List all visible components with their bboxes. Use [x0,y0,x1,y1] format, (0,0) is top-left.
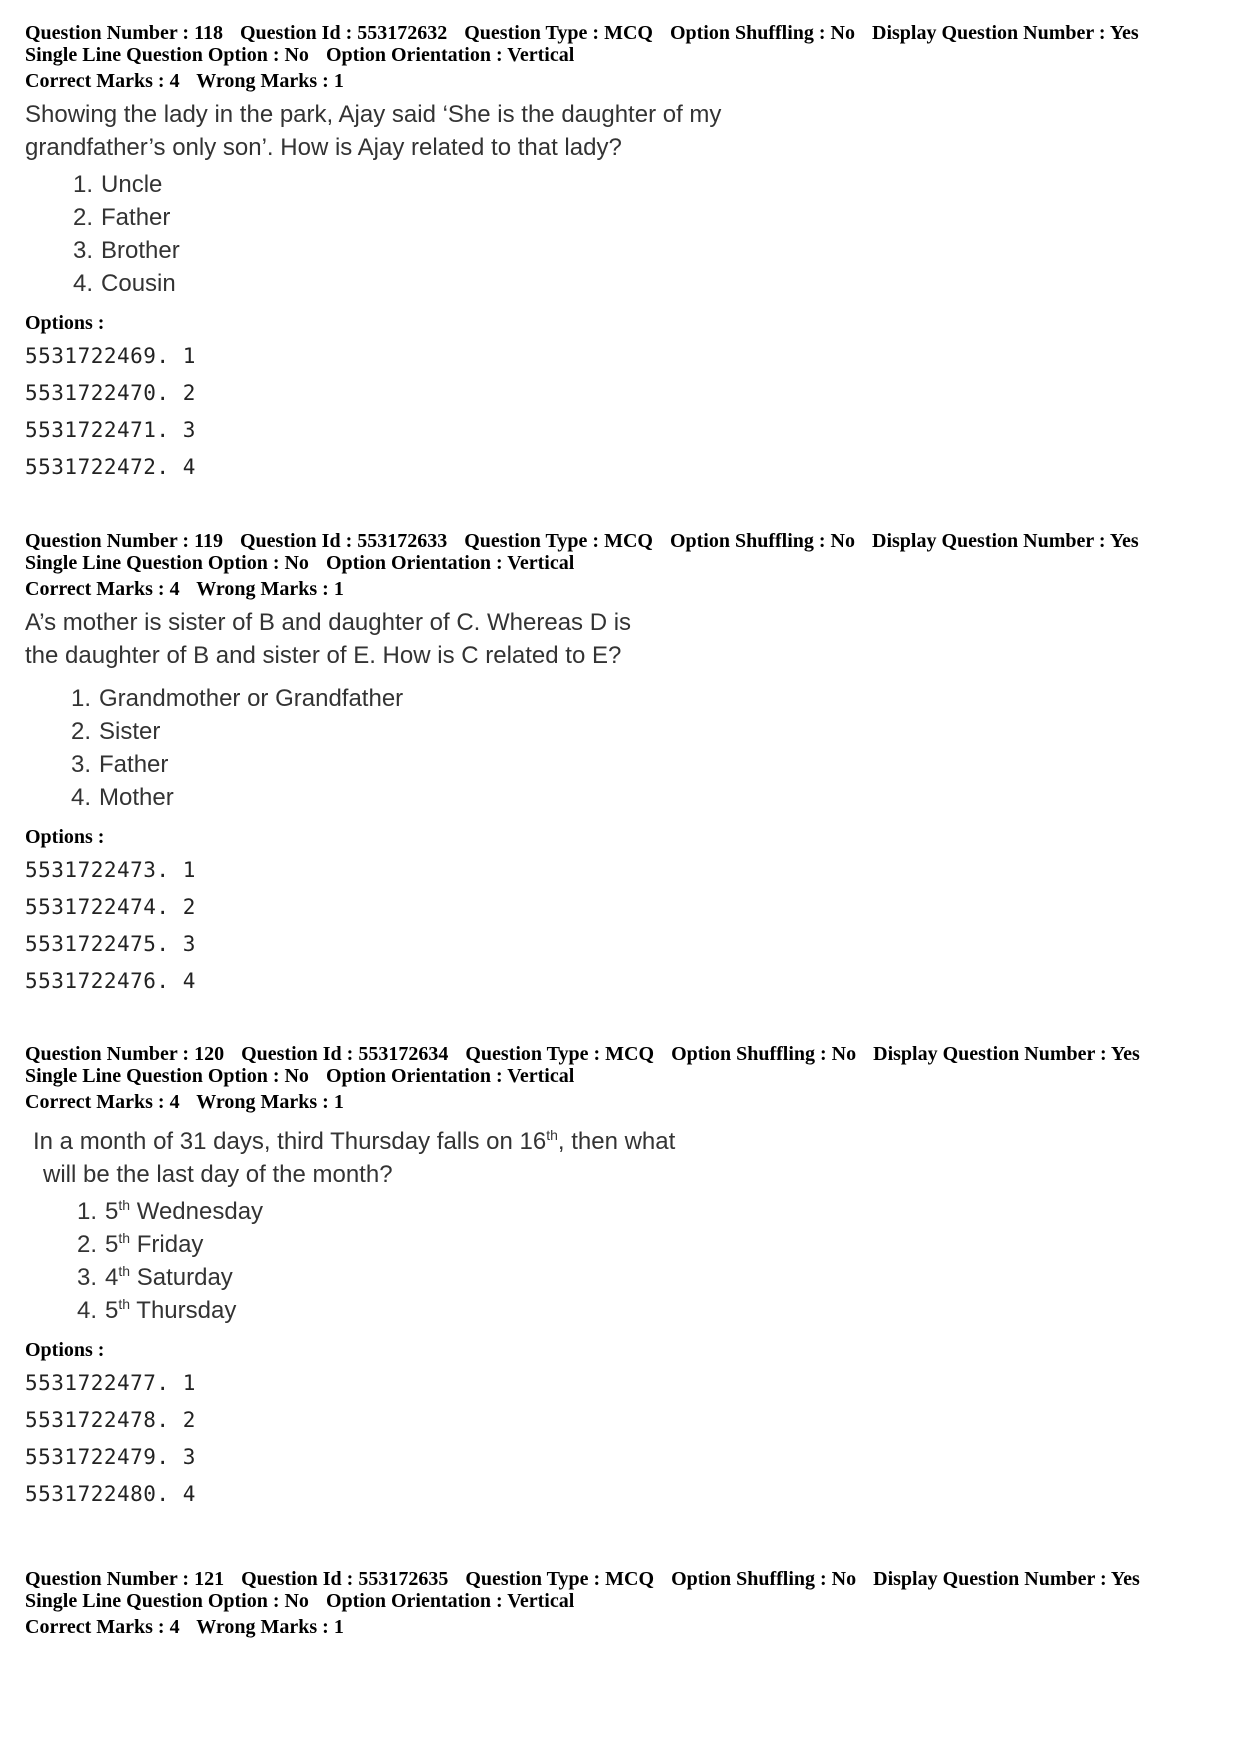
option-id: 5531722472. 4 [25,455,196,479]
choice-number: 3. [77,1264,98,1291]
single-line-question-option: Single Line Question Option : No [25,1590,309,1612]
choice-text: Sister [99,718,161,745]
choice-number: 4. [73,270,94,297]
option-id: 5531722473. 1 [25,858,196,882]
question-meta-line-1 [25,1043,1220,1065]
choice-ordinal: 5 [105,1198,119,1225]
question-block-119 [25,530,1220,1000]
marks-line [25,70,1220,92]
option-id: 5531722471. 3 [25,418,196,442]
option-id: 5531722475. 3 [25,932,196,956]
question-meta-line-2 [25,44,1220,66]
question-number: Question Number : 120 [25,1043,225,1065]
choice-text: Saturday [136,1264,233,1291]
single-line-question-option: Single Line Question Option : No [25,44,309,66]
choice-number: 2. [73,204,94,231]
choice-superscript: th [118,1263,131,1279]
choice-item [71,682,1220,715]
choice-number: 3. [73,237,94,264]
choice-number: 1. [73,171,94,198]
question-content [25,1125,1220,1327]
wrong-marks: Wrong Marks : 1 [196,1616,344,1638]
question-stem-line [33,1125,1220,1158]
question-stem-line: grandfather’s only son’. How is Ajay related to that lady? [25,134,622,161]
choice-item [77,1294,1220,1327]
option-id: 5531722480. 4 [25,1482,196,1506]
option-orientation: Option Orientation : Vertical [325,1590,575,1612]
option-id: 5531722479. 3 [25,1445,196,1469]
choice-item [77,1195,1220,1228]
question-id: Question Id : 553172633 [239,530,448,552]
choice-text: Uncle [101,171,163,198]
correct-marks: Correct Marks : 4 [25,1091,180,1113]
question-meta-line-1 [25,1568,1220,1590]
choice-text: Thursday [136,1297,237,1324]
question-meta-line-1 [25,530,1220,552]
choice-list [33,1195,1220,1327]
wrong-marks: Wrong Marks : 1 [196,70,344,92]
question-meta-line-2 [25,552,1220,574]
choice-text: Grandmother or Grandfather [99,685,404,712]
option-id: 5531722476. 4 [25,969,196,993]
single-line-question-option: Single Line Question Option : No [25,1065,309,1087]
option-shuffling: Option Shuffling : No [671,1568,857,1590]
choice-text: Wednesday [136,1198,264,1225]
question-id: Question Id : 553172632 [239,22,448,44]
option-id-list [25,338,1220,486]
option-orientation: Option Orientation : Vertical [325,44,575,66]
question-block-118 [25,22,1220,486]
wrong-marks: Wrong Marks : 1 [196,1091,344,1113]
option-shuffling: Option Shuffling : No [671,1043,857,1065]
option-id: 5531722474. 2 [25,895,196,919]
choice-item [73,267,1220,300]
display-question-number: Display Question Number : Yes [873,1043,1140,1065]
question-content [25,98,1220,300]
choice-ordinal: 4 [105,1264,119,1291]
choice-number: 4. [71,784,92,811]
choice-number: 2. [71,718,92,745]
choice-text: Brother [101,237,180,264]
question-block-121 [25,1568,1220,1638]
display-question-number: Display Question Number : Yes [872,22,1139,44]
choice-number: 3. [71,751,92,778]
question-number: Question Number : 121 [25,1568,225,1590]
option-orientation: Option Orientation : Vertical [325,1065,575,1087]
question-block-120 [25,1043,1220,1513]
choice-item [73,201,1220,234]
choice-number: 2. [77,1231,98,1258]
question-id: Question Id : 553172634 [241,1043,449,1065]
correct-marks: Correct Marks : 4 [25,1616,180,1638]
option-id-list [25,852,1220,1000]
choice-item [77,1261,1220,1294]
single-line-question-option: Single Line Question Option : No [25,552,309,574]
choice-item [71,781,1220,814]
choice-item [71,748,1220,781]
correct-marks: Correct Marks : 4 [25,70,180,92]
option-id: 5531722477. 1 [25,1371,196,1395]
choice-ordinal: 5 [105,1297,119,1324]
choice-list [25,168,1220,300]
question-stem-line: A’s mother is sister of B and daughter of C. Whereas D is [25,609,632,636]
stem-superscript: th [546,1127,558,1143]
option-orientation: Option Orientation : Vertical [325,552,575,574]
marks-line [25,578,1220,600]
choice-list [25,682,1220,814]
question-stem-line: the daughter of B and sister of E. How is C related to E? [25,642,622,669]
choice-text: Father [99,751,169,778]
question-meta-line-2 [25,1065,1220,1087]
option-shuffling: Option Shuffling : No [669,22,856,44]
display-question-number: Display Question Number : Yes [872,530,1139,552]
question-type: Question Type : MCQ [465,1043,655,1065]
correct-marks: Correct Marks : 4 [25,578,180,600]
choice-number: 1. [71,685,92,712]
choice-item [77,1228,1220,1261]
stem-text: , then what [557,1128,676,1155]
choice-text: Father [101,204,171,231]
question-meta-line-2 [25,1590,1220,1612]
question-id: Question Id : 553172635 [241,1568,449,1590]
choice-item [73,168,1220,201]
wrong-marks: Wrong Marks : 1 [196,578,344,600]
options-label: Options : [25,826,105,848]
choice-superscript: th [118,1230,131,1246]
choice-number: 1. [77,1198,98,1225]
option-id-list [25,1365,1220,1513]
choice-text: Cousin [101,270,176,297]
question-stem-line: will be the last day of the month? [43,1161,393,1188]
option-id: 5531722470. 2 [25,381,196,405]
choice-superscript: th [118,1197,131,1213]
question-type: Question Type : MCQ [465,1568,655,1590]
choice-text: Mother [99,784,174,811]
question-stem-line: Showing the lady in the park, Ajay said ‘She is the daughter of my [25,101,722,128]
question-number: Question Number : 118 [25,22,223,44]
option-id: 5531722478. 2 [25,1408,196,1432]
options-label: Options : [25,1339,105,1361]
marks-line [25,1091,1220,1113]
option-id: 5531722469. 1 [25,344,196,368]
display-question-number: Display Question Number : Yes [873,1568,1140,1590]
choice-superscript: th [118,1296,131,1312]
options-label: Options : [25,312,105,334]
choice-text: Friday [136,1231,204,1258]
question-type: Question Type : MCQ [464,22,653,44]
marks-line [25,1616,1220,1638]
stem-text: In a month of 31 days, third Thursday falls on 16 [33,1128,547,1155]
choice-number: 4. [77,1297,98,1324]
choice-ordinal: 5 [105,1231,119,1258]
choice-item [71,715,1220,748]
question-number: Question Number : 119 [25,530,223,552]
question-content [25,606,1220,814]
choice-item [73,234,1220,267]
question-type: Question Type : MCQ [464,530,653,552]
question-meta-line-1 [25,22,1220,44]
option-shuffling: Option Shuffling : No [669,530,856,552]
